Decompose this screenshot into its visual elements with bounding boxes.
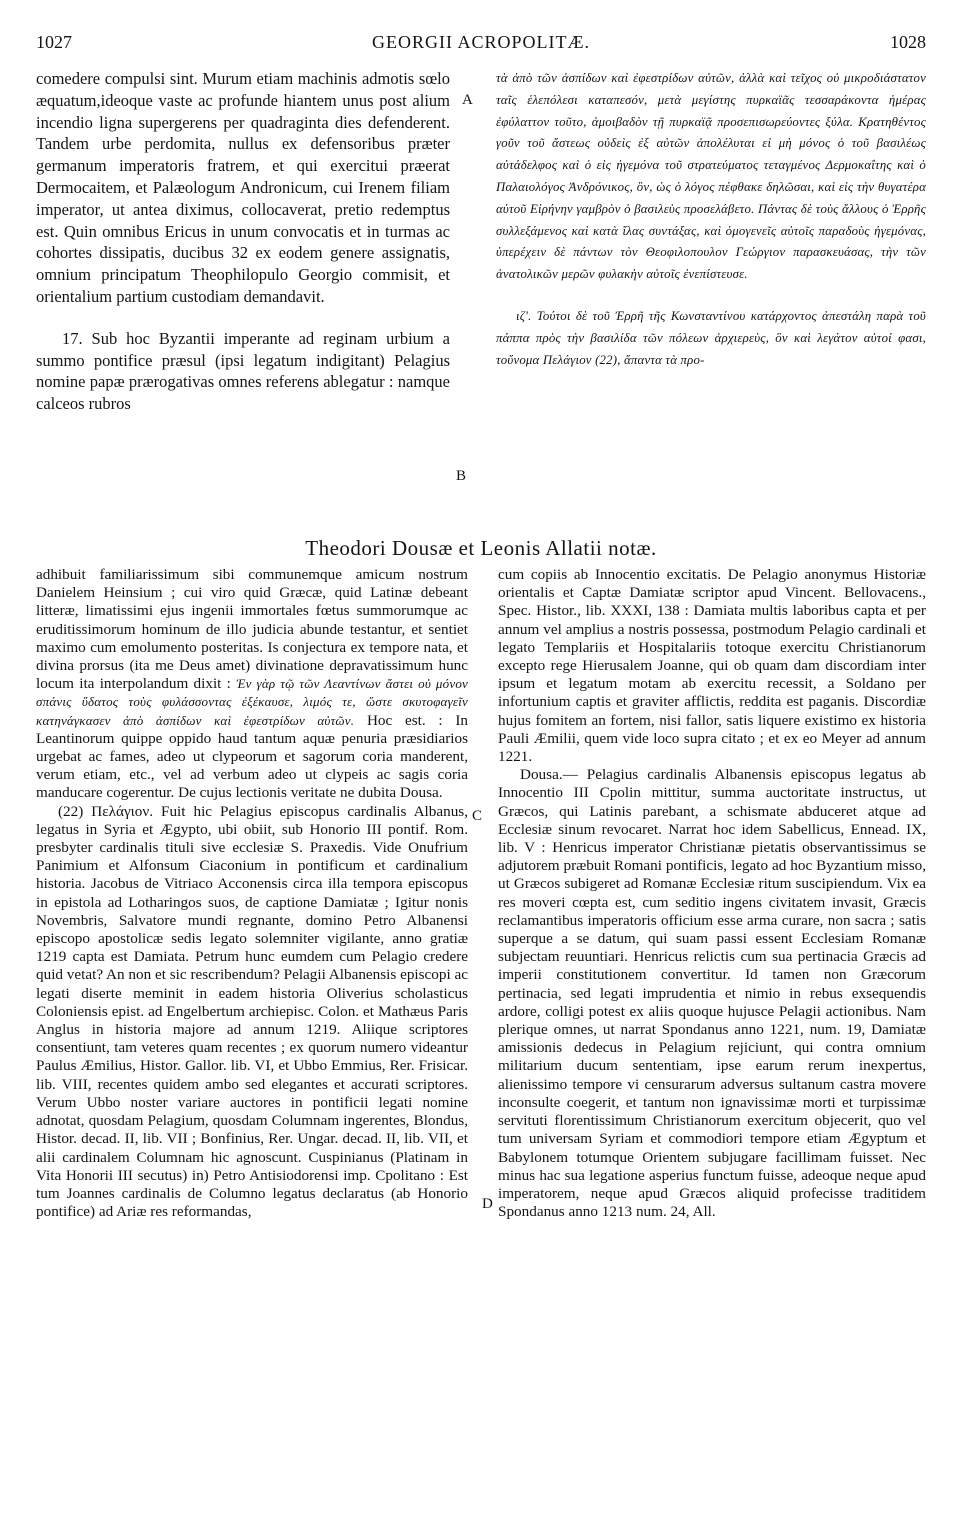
latin-translation-column [36, 68, 450, 415]
notes-left-column [36, 566, 468, 1221]
margin-marker-b: B [456, 468, 467, 484]
latin-paragraph-2: 17. Sub hoc Byzantii imperante ad reginam urbium a summo pontifice præsul (ipsi legatum indigitant) Pelagius nomine papæ prærogativas omnes referens ablegatur : namque calceos rubros [36, 328, 450, 414]
note-continuation [36, 566, 468, 803]
running-title: GEORGII ACROPOLITÆ. [371, 32, 590, 52]
greek-text-column [496, 68, 926, 371]
margin-marker-d: D [482, 1196, 493, 1212]
latin-paragraph-1: comedere compulsi sint. Murum etiam machinis admotis sœlo æquatum,ideoque vaste ac profunde hiantem unus post alium incendio ligna supergerens per quadraginta dies defenderent. Tandem urbe perdomita, nullus ex defensoribus præter germanum imperatoris fratrem, et qui exercitui præerat Dermocaitem, et Palæologum Andronicum, cui Irenem filiam imperator, ut antea diximus, collocaverat, pretio redemptus est. Quin omnibus Ericus in unum convocatis et in turmas ac cohortes dissipatis, ducibus 32 ex eodem genere assignatis, omnium principatum Theophilopulo Georgio commisit, et orientalium partium custodiam demandavit. [36, 69, 450, 306]
margin-marker-a: A [462, 92, 473, 108]
greek-paragraph-1: τὰ ἀπὸ τῶν ἀσπίδων καὶ ἐφεστρίδων αὐτῶν, ἀλλὰ καὶ τεῖχος οὐ μικροδιάστατον ταῖς ἑλεπόλεσι καταπεσόν, μετὰ μεγίστης πυρκαϊᾶς τεσσαράκοντα ἡμέρας ἐφύλαττον τοῦτο, ἀμοιβαδὸν τῇ πυρκαϊᾷ προσεπισωρεύοντες ξύλα. Κρατηθέντος γοῦν τοῦ ἄστεως οὐδεὶς ἐξ αὐτῶν ἀπολέλυται εἰ μὴ μόνος ὁ τοῦ βασιλέως αὐτάδελφος καὶ ὁ εἰς ἡγεμόνα τοῦ στρατεύματος τεταγμένος Δερμοκαΐτης καὶ ὁ Παλαιολόγος Ἀνδρόνικος, ὃν, ὡς ὁ λόγος πέφθακε δηλῶσαι, καὶ εἰς τὴν θυγατέρα αὐτοῦ Εἰρήνην γαμβρὸν ὁ βασιλεὺς προσελάβετο. Πάντας δὲ τοὺς ἄλλους ὁ Ἐρρῆς συλλεξάμενος καὶ κατὰ ἴλας συντάξας, καὶ ὁμογενεῖς αὐτοῖς παραδοὺς ἡγεμόνας, ὑπερέχειν δὲ πάντων τὸν Θεοφιλοπουλον Γεώργιον παρασκευάσας, τὴν τῶν ἀνατολικῶν μερῶν φυλακὴν αὐτοῖς ἐνεπίστευσε. [496, 71, 926, 282]
note-continuation-right: cum copiis ab Innocentio excitatis. De Pelagio anonymus Historiæ orientalis et Captæ Damiatæ scriptor apud Vincent. Bellovacens., Spec. Histor., lib. XXXI, 138 : Damiata multis laboribus capta et per annum vel amplius a nostris possessa, postmodum Pelagio cardinali et legato Templariis et Hospitalariis totoque exercitu Christianorum excepto rege Hierusalem Joanne, qui ob quam dam discordiam inter ipsum et legatum motam ab exercitu recessit, a Soldano per infortunium captis et graviter afflictis, reddita est paganis. Discordiæ hujus fomitem an fortem, nisi fallor, satis liquere existimo ex historia Pauli Æmilii, quem vide loco supra citato ; et ex eo Meyer ad annum 1221. [498, 566, 926, 766]
note-text: adhibuit familiarissimum sibi communemque amicum nostrum Danielem Heinsium ; cui viro quid Græcæ, quid Latinæ debeant litteræ, limatissimi ejus ingenii immortales fœtus summorumque ac eruditissimorum hominum de illo judicia abunde testantur, et sentiet maximo cum emolumento posteritas. Is conjectura ex tempore nata, et divina prorsus (ita me Deus amet) divinatione depravatissimum hunc locum ita interpolandum dixit : [36, 566, 468, 693]
note-22: (22) Πελάγιον. Fuit hic Pelagius episcopus cardinalis Albanus, legatus in Syria et Ægypto, ubi obiit, sub Honorio III pontif. Rom. presbyter cardinalis tituli sive ecclesiæ S. Praxedis. Vide Onufrium Panimium et Alfonsum Ciaconium in pontificum et cardinalium historia. Jacobus de Vitriaco Acconensis circa illa tempora episcopus in epistola ad Lotharingos suos, de captione Damiatæ ; Igitur nonis Novembris, Salvatore mundi regnante, domino Petro Albanensi episcopo apostolicæ sedis legato solemniter vigilante, anno gratiæ 1219 capta est Damiata. Petrum hunc eumdem cum Pelagio credere quid vetat? An non et sic rescribendum? Pelagii Albanensis episcopi ac legati diserte meminit in eadem historia Oliverius scholasticus Coloniensis epist. ad Engelbertum archiepisc. Colon. et Mathæus Paris Anglus in historia majore ad annum 1219. Aliique scriptores consentiunt, tam veteres quam recentes ; ex quorum numero videantur Paulus Æmilius, Histor. Gallor. lib. VI, et Ubbo Emmius, Rer. Frisicar. lib. VIII, recentes quidem ambo sed elegantes et accurati scriptores. Verum Ubbo noster variare auctores in pontificii legati nomine adnotat, quosdam Pelagium, quosdam Columnam ingerentes, Blondus, Histor. decad. II, lib. VII ; Bonfinius, Rer. Ungar. decad. II, lib. VII, et alii cardinalem Columnam hic agnoscunt. Cuspinianus (Platinam in Vita Honorii III secutus) in) Petro Antisiodorensi imp. Cpolitano : Est tum Joannes cardinalis de Columno legatus declaratus (ab Honorio pontifice) ad Ariæ res reformandas, [36, 802, 468, 1221]
document-page [36, 28, 926, 1518]
greek-paragraph-2: ιζʹ. Τούτοι δὲ τοῦ Ἐρρῆ τῆς Κωνσταντίνου κατάρχοντος ἀπεστάλη παρὰ τοῦ πάππα πρὸς τὴν βασιλίδα τῶν πόλεων ἀρχιερεὺς, ὃν καὶ λεγάτον αὐτοί φασι, τοὔνομα Πελάγιον (22), ἅπαντα τὰ προ- [496, 308, 926, 367]
running-header [36, 28, 926, 54]
left-page-number: 1027 [36, 32, 72, 52]
right-page-number: 1028 [890, 32, 926, 52]
note-greek-quotation: Ἐν γὰρ τῷ τῶν Λεαντίνων ἄστει οὐ μόνον σπάνις ὕδατος τοὺς φυλάσσοντας ἐξέκαυσε, λιμός τε, ὥστε σκυτοφαγεῖν κατηνάγκασεν ἀπὸ ἀσπίδων καὶ ἐφεστρίδων αὐτῶν. [36, 676, 468, 728]
margin-marker-c: C [472, 808, 483, 824]
notes-heading: Theodori Dousæ et Leonis Allatii notæ. [305, 536, 657, 560]
notes-right-column [498, 566, 926, 1221]
note-text-end: Hoc est. : In Leantinorum quippe oppido haud tantum aquæ penuria præsidiarios urgebat ac fames, adeo ut clypeorum et sagorum coria manderent, verum etiam, etc., vel ad verbum adeo ut clypeis ac sagis coria manducare cogerentur. De cujus lectionis veritate ne dubita Dousa. [36, 711, 468, 802]
note-dousa: Dousa.— Pelagius cardinalis Albanensis episcopus legatus ab Innocentio III Cpolin mittitur, summa auctoritate instructus, ut Græcos, qui Latinis parebant, a schismate abduceret atque ad Ecclesiæ sinum revocaret. Narrat hoc idem Sabellicus, Ennead. IX, lib. V : Henricus imperator Christianæ pietatis observantissimus se adjutorem præbuit Romani pontificis, legato ad hoc Byzantium misso, ut Græcos subigeret ad Romanæ Ecclesiæ ritum suscipiendum. Vix ea res moveri cœpta est, cum seditio ingens civitatem invasit, Græcis reclamantibus imperatoris officium esse arma curare, non sacra ; satis superque a se datum, qui suam passi essent Ecclesiam Romanæ subjectam reuuntiari. Henricus relictis cum sua pertinacia Græcis ad imperii constitutionem convertitur. Id tamen non Græcorum pertinacia, sed legati imprudentia et nimio in rebus exsequendis ardore, colligi potest ex aliis quoque hujusce Pelagii actionibus. Nam plerique omnes, ut narrat Spondanus anno 1221, num. 19, Damiatæ amissionis dedecus in Pelagium rejiciunt, qui contra omnium militarium ducum sententiam, ipse earum rerum inexpertus, alienissimo tempore vi censurarum adversus sultanum castra movere inconsulte coegerit, et tantum non ignavissimæ morti et turpissimæ servituti florentissimum Christianorum exercitum objecerit, quo vel tum universam Syriam et commodiori tempore etiam Ægyptum et Babylonem totumque Orientem subjugare facillimam fuisset. Nec minus hac sua legatione asperius functum fuisse, adeoque neque apud imperatorem, neque apud Græcos aliquid profecisse traditidem Spondanus anno 1213 num. 24, All. [498, 766, 926, 1221]
